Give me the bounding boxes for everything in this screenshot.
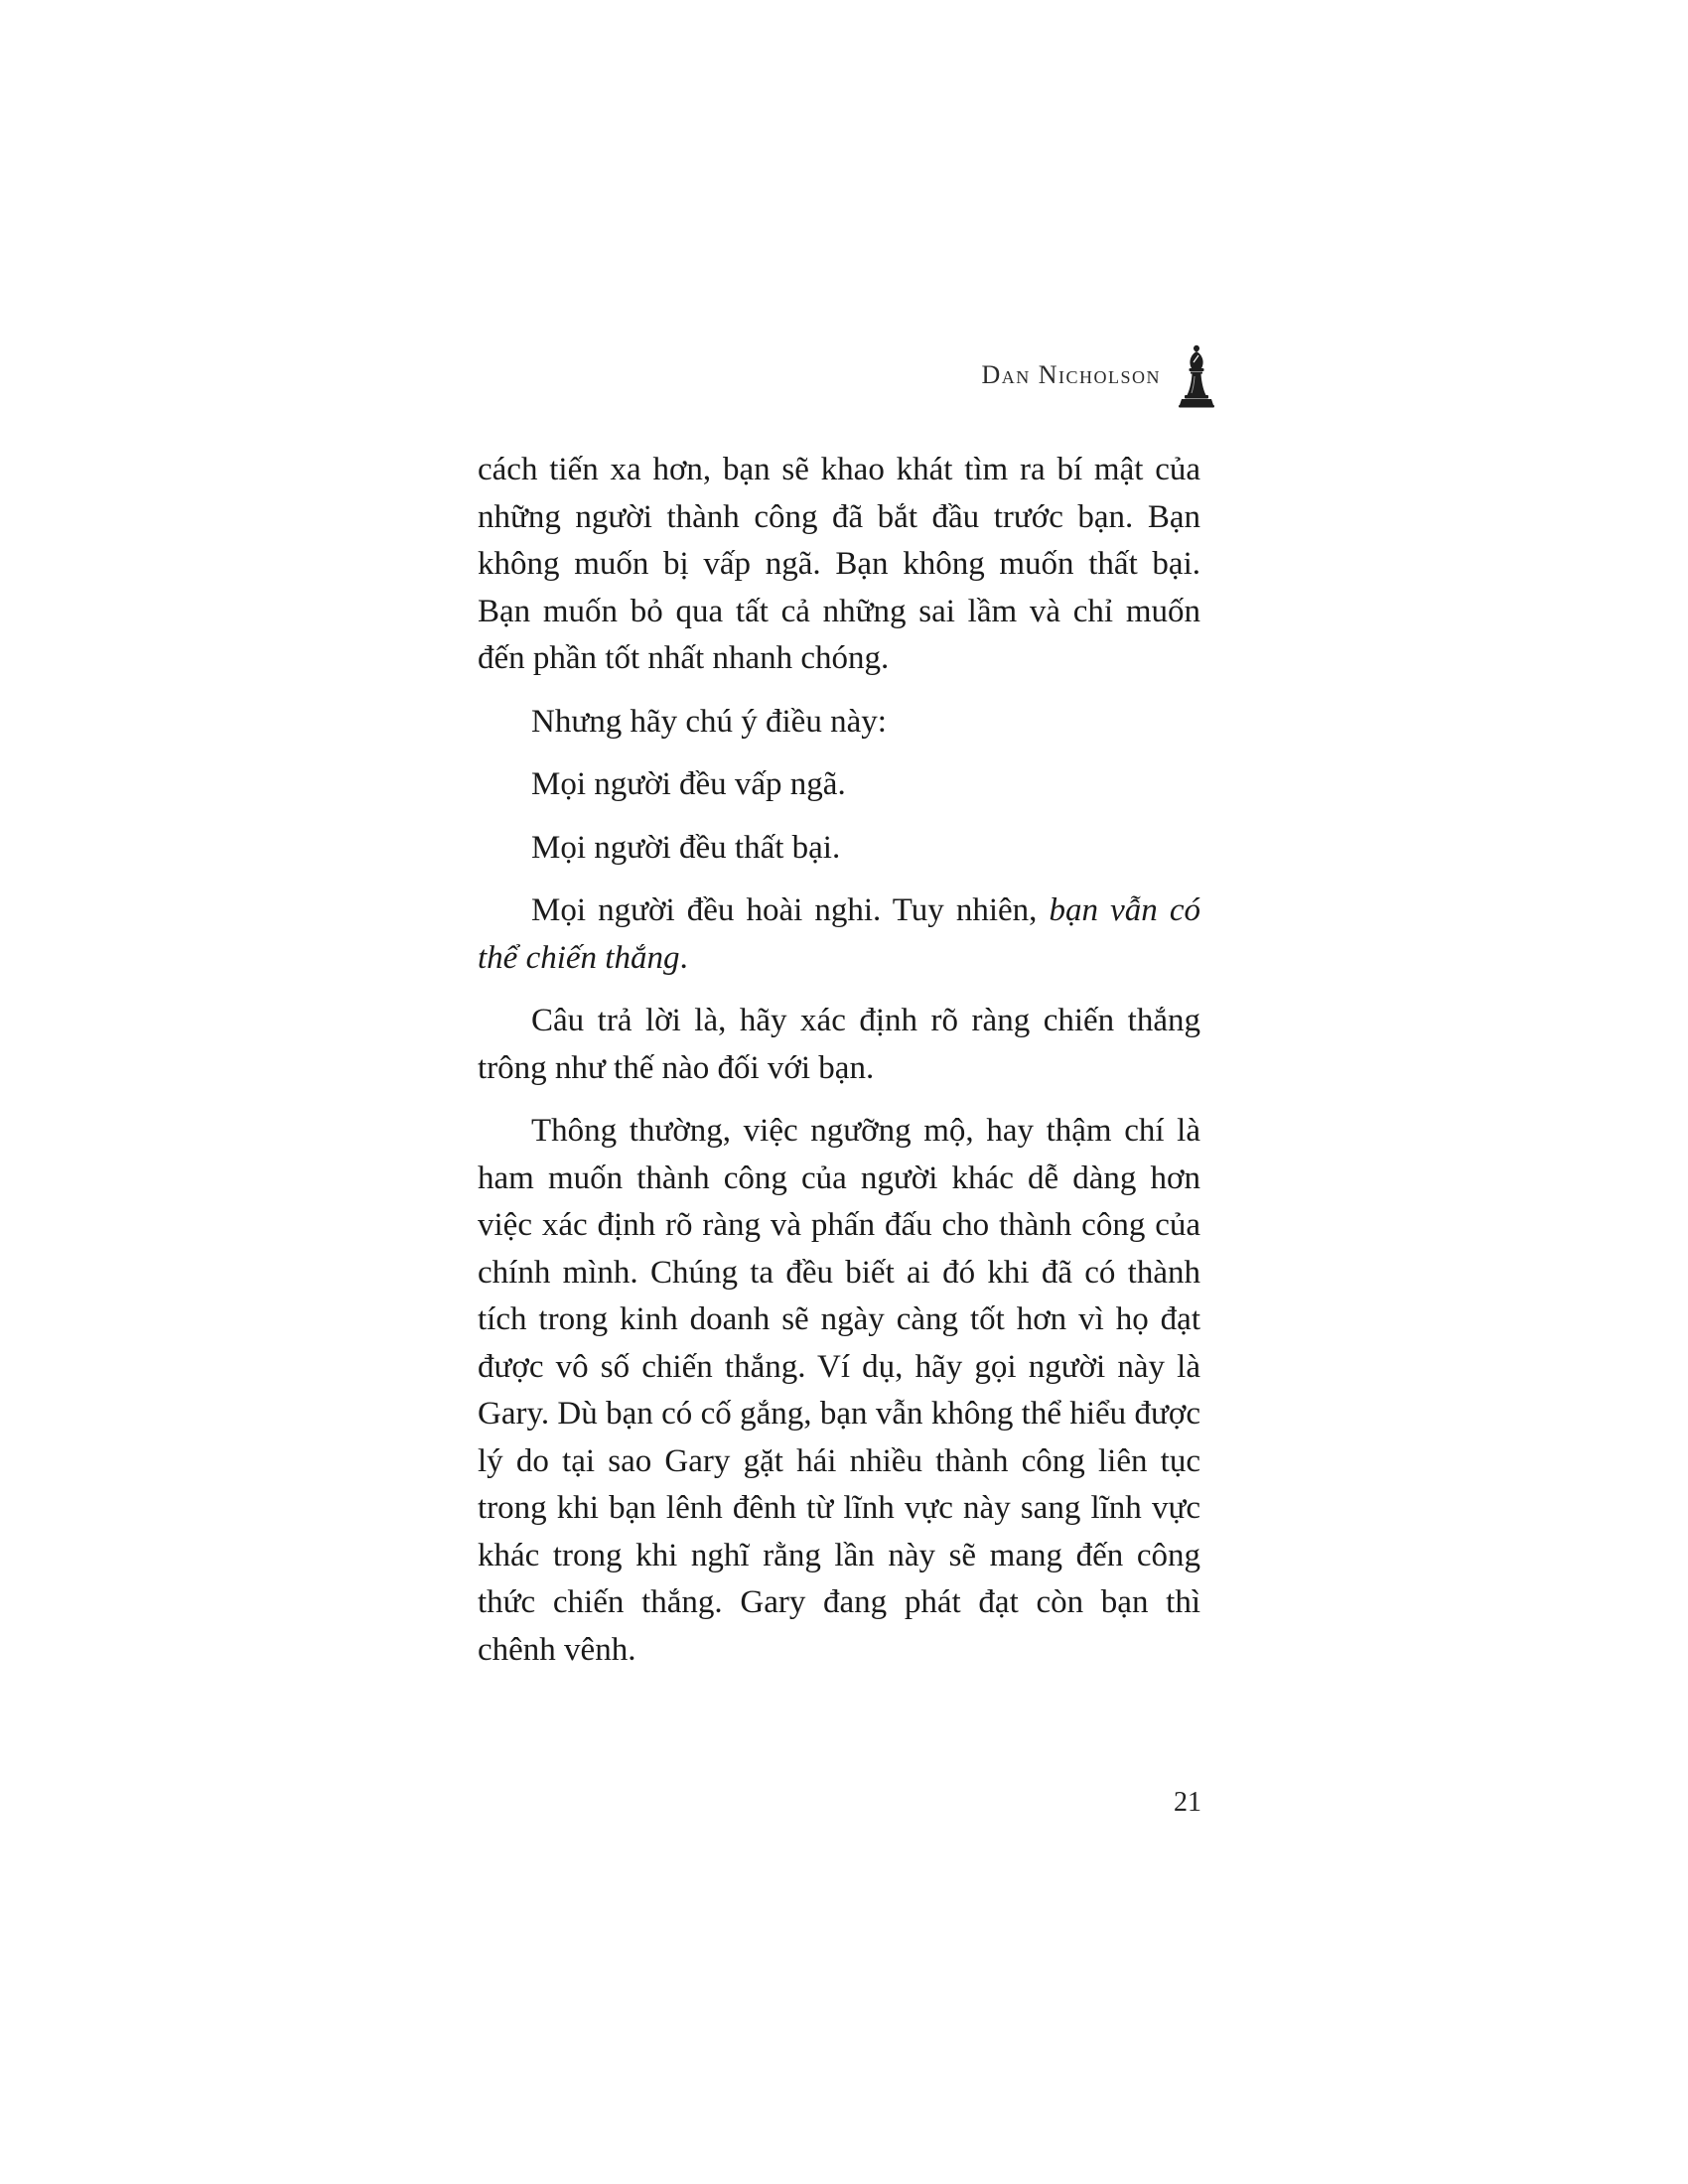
paragraph-6: Câu trả lời là, hãy xác định rõ ràng chiến thắng trông như thế nào đối với bạn.: [478, 1003, 1200, 1086]
paragraph-5-emphasis: bạn vẫn có thể chiến thắng: [478, 892, 1200, 976]
paragraph-5-text: Mọi người đều hoài nghi. Tuy nhiên,: [531, 892, 1050, 928]
chess-bishop-icon: [1177, 342, 1216, 408]
paragraph-1: cách tiến xa hơn, bạn sẽ khao khát tìm ra bí mật của những người thành công đã bắt đầu trước bạn. Bạn không muốn bị vấp ngã. Bạn không muốn thất bại. Bạn muốn bỏ qua tất cả những sai lầm và chỉ muốn đến phần tốt nhất nhanh chóng.: [478, 452, 1200, 676]
paragraph-7: Thông thường, việc ngưỡng mộ, hay thậm chí là ham muốn thành công của người khác dễ dàng hơn việc xác định rõ ràng và phấn đấu cho thành công của chính mình. Chúng ta đều biết ai đó khi đã có thành tích trong kinh doanh sẽ ngày càng tốt hơn vì họ đạt được vô số chiến thắng. Ví dụ, hãy gọi người này là Gary. Dù bạn có cố gắng, bạn vẫn không thể hiểu được lý do tại sao Gary gặt hái nhiều thành công liên tục trong khi bạn lênh đênh từ lĩnh vực này sang lĩnh vực khác trong khi nghĩ rằng lần này sẽ mang đến công thức chiến thắng. Gary đang phát đạt còn bạn thì chênh vênh.: [478, 1113, 1200, 1668]
paragraph-5-end: .: [679, 939, 688, 976]
author-name: Dan Nicholson: [981, 360, 1161, 389]
paragraph-5: [478, 887, 1200, 982]
paragraph-4: Mọi người đều thất bại.: [531, 829, 841, 866]
paragraph-2: Nhưng hãy chú ý điều này:: [531, 703, 887, 740]
paragraph-3: Mọi người đều vấp ngã.: [531, 766, 846, 802]
body-text: [478, 447, 1200, 1690]
running-head: [953, 342, 1216, 412]
page-number: 21: [1174, 1787, 1201, 1818]
